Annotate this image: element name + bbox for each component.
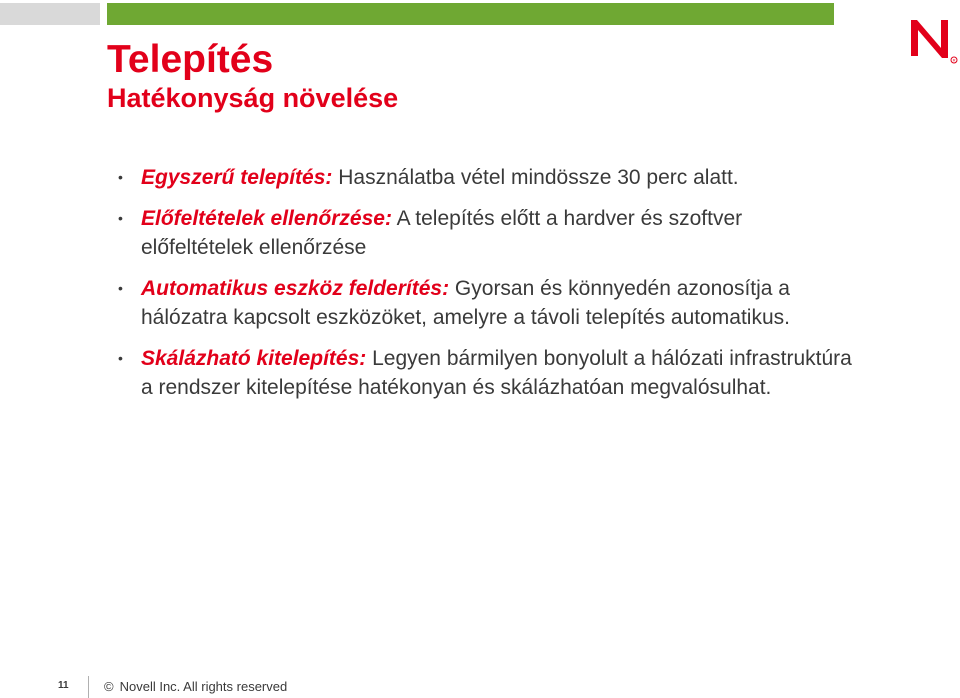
bullet-item xyxy=(118,204,858,262)
svg-text:R: R xyxy=(952,57,956,63)
copyright-text: Novell Inc. All rights reserved xyxy=(119,679,288,694)
header-gray-bar xyxy=(0,3,100,25)
bullet-lead: Előfeltételek ellenőrzése: xyxy=(141,207,392,230)
bullet-dot-icon: • xyxy=(118,350,123,366)
bullet-lead: Automatikus eszköz felderítés: xyxy=(141,277,450,300)
page-number: 11 xyxy=(58,680,69,691)
bullet-text: Gyorsan és könnyedén azonosítja a hálózatra kapcsolt eszközöket, amelyre a távoli telepítés automatikus. xyxy=(141,277,790,329)
page-title: Telepítés xyxy=(107,38,274,81)
bullet-item xyxy=(118,274,858,332)
bullet-dot-icon: • xyxy=(118,280,123,296)
page-subtitle: Hatékonyság növelése xyxy=(107,83,399,113)
bullet-list xyxy=(118,163,858,414)
bullet-text: Legyen bármilyen bonyolult a hálózati infrastruktúra a rendszer kitelepítése hatékonyan és skálázhatóan megvalósulhat. xyxy=(141,347,852,399)
copyright-icon: © xyxy=(104,679,114,694)
novell-logo-icon xyxy=(903,14,959,66)
bullet-item xyxy=(118,344,858,402)
footer xyxy=(0,672,960,698)
footer-divider xyxy=(88,676,89,698)
bullet-dot-icon: • xyxy=(118,210,123,226)
bullet-item xyxy=(118,163,858,192)
bullet-text: Használatba vétel mindössze 30 perc alatt. xyxy=(332,166,739,189)
bullet-lead: Skálázható kitelepítés: xyxy=(141,347,367,370)
copyright xyxy=(104,679,287,694)
bullet-dot-icon: • xyxy=(118,169,123,185)
header-green-bar xyxy=(107,3,834,25)
bullet-text: A telepítés előtt a hardver és szoftver előfeltételek ellenőrzése xyxy=(141,207,743,259)
bullet-lead: Egyszerű telepítés: xyxy=(141,166,333,189)
